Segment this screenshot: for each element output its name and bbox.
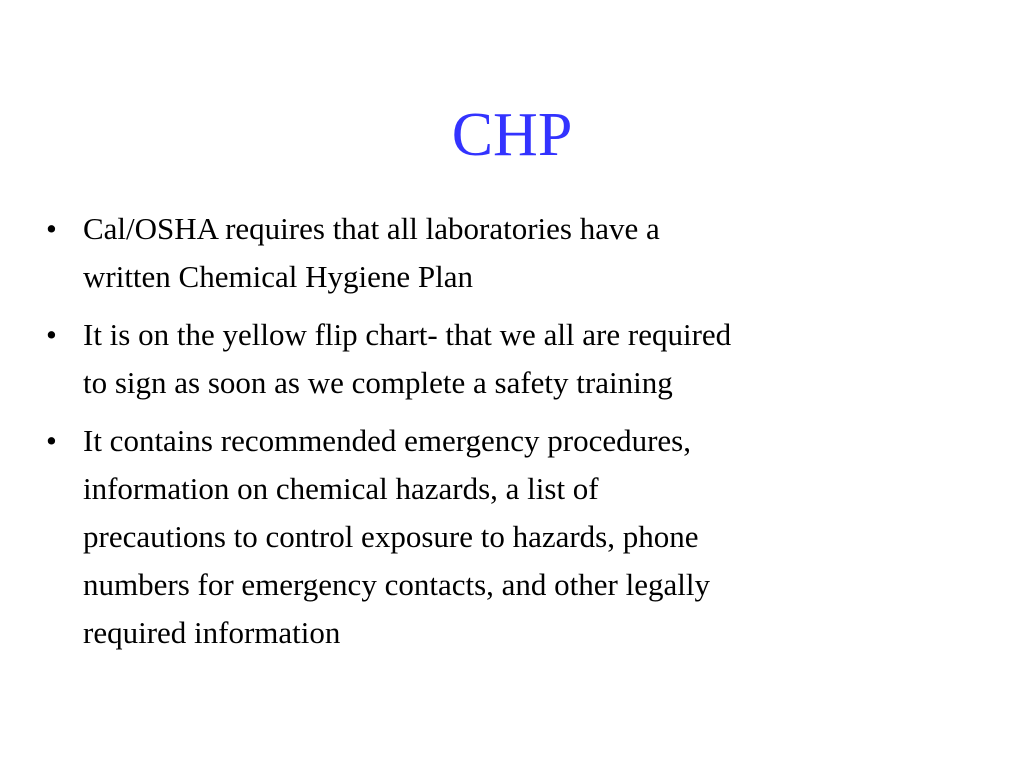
bullet-item xyxy=(46,311,946,407)
bullet-text xyxy=(83,205,946,301)
bullet-list xyxy=(46,205,946,667)
bullet-marker: • xyxy=(46,423,57,458)
bullet-text-line: to sign as soon as we complete a safety training xyxy=(83,365,673,400)
bullet-text xyxy=(83,311,946,407)
slide-title: CHP xyxy=(451,101,573,169)
bullet-marker: • xyxy=(46,211,57,246)
bullet-text-line: It contains recommended emergency procedures, xyxy=(83,423,691,458)
bullet-text-line: Cal/OSHA requires that all laboratories have a xyxy=(83,211,660,246)
bullet-marker: • xyxy=(46,317,57,352)
bullet-text-line: required information xyxy=(83,615,341,650)
bullet-text xyxy=(83,417,946,657)
bullet-text-line: numbers for emergency contacts, and other legally xyxy=(83,567,710,602)
bullet-text-line: precautions to control exposure to hazards, phone xyxy=(83,519,699,554)
bullet-item xyxy=(46,417,946,657)
bullet-text-line: It is on the yellow flip chart- that we all are required xyxy=(83,317,732,352)
bullet-text-line: information on chemical hazards, a list of xyxy=(83,471,599,506)
bullet-text-line: written Chemical Hygiene Plan xyxy=(83,259,473,294)
bullet-item xyxy=(46,205,946,301)
